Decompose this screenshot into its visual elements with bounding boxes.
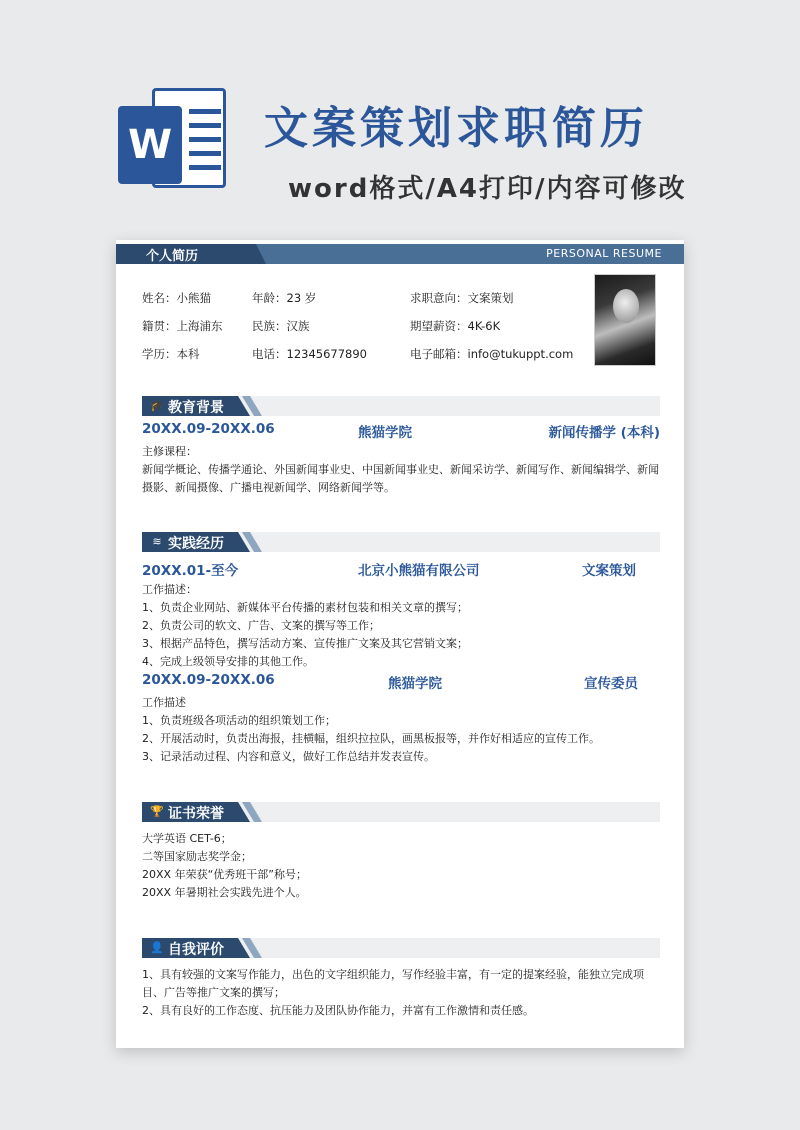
- self-eval-list: [142, 966, 660, 1020]
- practice-entry-1: [142, 559, 660, 577]
- job1-org: 北京小熊猫有限公司: [358, 563, 480, 579]
- section-practice-title: 实践经历: [168, 536, 224, 552]
- education-entry: [142, 421, 660, 439]
- list-item: 20XX 年暑期社会实践先进个人。: [142, 886, 307, 899]
- info-name: 姓名：小熊猫: [142, 291, 211, 305]
- job1-desc-label: 工作描述：: [142, 583, 197, 596]
- section-practice: [142, 532, 660, 552]
- resume-header-title: 个人简历: [146, 249, 199, 264]
- word-logo-icon: [116, 84, 228, 196]
- page-title: 文案策划求职简历: [264, 103, 648, 154]
- practice-entry-2: [142, 672, 660, 690]
- word-letter-badge: W: [118, 106, 182, 184]
- info-ethnicity: 民族：汉族: [252, 319, 310, 333]
- resume-paper: [116, 240, 684, 1048]
- section-education-title: 教育背景: [168, 400, 224, 416]
- job2-desc-label: 工作描述: [142, 696, 186, 709]
- page-subtitle: word格式/A4打印/内容可修改: [288, 174, 687, 204]
- person-icon: 👤: [150, 941, 164, 954]
- courses-list: 新闻学概论、传播学通论、外国新闻事业史、中国新闻事业史、新闻采访学、新闻写作、新闻编辑学、新闻摄影、新闻摄像、广播电视新闻学、网络新闻学等。: [142, 463, 659, 494]
- job2-description: [142, 694, 660, 766]
- info-education: 学历：本科: [142, 347, 200, 361]
- job1-period: 20XX.01-至今: [142, 563, 239, 579]
- info-phone: 电话：12345677890: [252, 347, 367, 361]
- profile-photo: [594, 274, 656, 366]
- list-item: 2、具有良好的工作态度、抗压能力及团队协作能力，并富有工作激情和责任感。: [142, 1004, 534, 1017]
- education-major: 新闻传播学 (本科): [548, 425, 660, 441]
- education-courses: [142, 443, 660, 497]
- list-item: 3、根据产品特色，撰写活动方案、宣传推广文案及其它营销文案；: [142, 637, 468, 650]
- list-item: 1、负责企业网站、新媒体平台传播的素材包装和相关文章的撰写；: [142, 601, 468, 614]
- list-item: 大学英语 CET-6；: [142, 832, 232, 845]
- list-item: 2、开展活动时，负责出海报，挂横幅，组织拉拉队，画黑板报等，并作好相适应的宣传工作。: [142, 732, 600, 745]
- info-intent: 求职意向：文案策划: [410, 291, 514, 305]
- section-certificates: [142, 802, 660, 822]
- stack-icon: ≋: [152, 535, 162, 548]
- info-email: 电子邮箱：info@tukuppt.com: [410, 347, 574, 361]
- graduation-cap-icon: 🎓: [150, 399, 164, 412]
- job2-org: 熊猫学院: [388, 676, 442, 692]
- list-item: 4、完成上级领导安排的其他工作。: [142, 655, 314, 668]
- education-period: 20XX.09-20XX.06: [142, 421, 275, 437]
- list-item: 1、具有较强的文案写作能力，出色的文字组织能力，写作经验丰富，有一定的提案经验，能独立完成项目、广告等推广文案的撰写；: [142, 968, 644, 999]
- section-certificates-title: 证书荣誉: [168, 806, 224, 822]
- job2-role: 宣传委员: [584, 676, 638, 692]
- job1-role: 文案策划: [582, 563, 636, 579]
- list-item: 二等国家励志奖学金；: [142, 850, 252, 863]
- certificates-list: [142, 830, 660, 902]
- info-origin: 籍贯：上海浦东: [142, 319, 223, 333]
- list-item: 2、负责公司的软文、广告、文案的撰写等工作；: [142, 619, 380, 632]
- courses-label: 主修课程：: [142, 445, 197, 458]
- info-age: 年龄：23 岁: [252, 291, 317, 305]
- resume-header-bar: [116, 244, 684, 264]
- education-school: 熊猫学院: [358, 425, 412, 441]
- job2-period: 20XX.09-20XX.06: [142, 672, 275, 688]
- section-self-eval: [142, 938, 660, 958]
- section-self-eval-title: 自我评价: [168, 942, 224, 958]
- list-item: 20XX 年荣获“优秀班干部”称号；: [142, 868, 307, 881]
- resume-header-english: PERSONAL RESUME: [546, 247, 662, 260]
- list-item: 1、负责班级各项活动的组织策划工作；: [142, 714, 336, 727]
- section-education: [142, 396, 660, 416]
- job1-description: [142, 581, 660, 671]
- list-item: 3、记录活动过程、内容和意义，做好工作总结并发表宣传。: [142, 750, 435, 763]
- info-salary: 期望薪资：4K-6K: [410, 319, 501, 333]
- trophy-icon: 🏆: [150, 805, 164, 818]
